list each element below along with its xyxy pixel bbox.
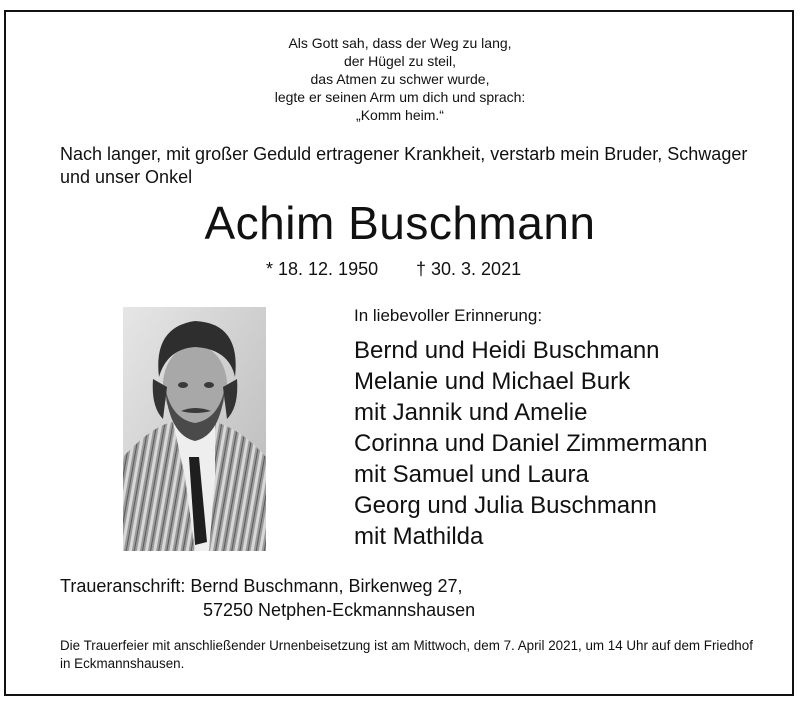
family-list xyxy=(354,335,707,552)
poem-line: der Hügel zu steil, xyxy=(343,53,457,69)
funeral-notice: Die Trauerfeier mit anschließender Urnenbeisetzung ist am Mittwoch, dem 7. April 2021, um 14 Uhr auf dem Friedhof in Eckmannshausen. xyxy=(60,638,753,671)
poem-line: das Atmen zu schwer wurde, xyxy=(310,71,490,87)
family-line: Bernd und Heidi Buschmann xyxy=(354,337,660,364)
poem xyxy=(0,34,800,124)
family-line: mit Mathilda xyxy=(354,523,484,550)
family-line: Corinna und Daniel Zimmermann xyxy=(354,430,708,457)
poem-line: Als Gott sah, dass der Weg zu lang, xyxy=(288,35,512,51)
mourning-address xyxy=(60,574,475,622)
family-line: Melanie und Michael Burk xyxy=(354,368,631,395)
poem-line: „Komm heim.“ xyxy=(356,107,444,123)
death-date: † 30. 3. 2021 xyxy=(416,259,522,279)
poem-line: legte er seinen Arm um dich und sprach: xyxy=(274,89,526,105)
family-line: mit Jannik und Amelie xyxy=(354,399,588,426)
intro-text: Nach langer, mit großer Geduld ertragener Krankheit, verstarb mein Bruder, Schwager und unser Onkel xyxy=(60,144,748,187)
birth-date: * 18. 12. 1950 xyxy=(266,259,379,279)
portrait-photo-image xyxy=(123,307,266,551)
deceased-name: Achim Buschmann xyxy=(204,197,596,249)
address-line: Traueranschrift: Bernd Buschmann, Birkenweg 27, xyxy=(60,576,463,596)
family-line: mit Samuel und Laura xyxy=(354,461,589,488)
family-line: Georg und Julia Buschmann xyxy=(354,492,657,519)
memory-label: In liebevoller Erinnerung: xyxy=(354,306,543,325)
portrait-photo xyxy=(123,307,266,551)
address-line: 57250 Netphen-Eckmannshausen xyxy=(203,600,476,620)
